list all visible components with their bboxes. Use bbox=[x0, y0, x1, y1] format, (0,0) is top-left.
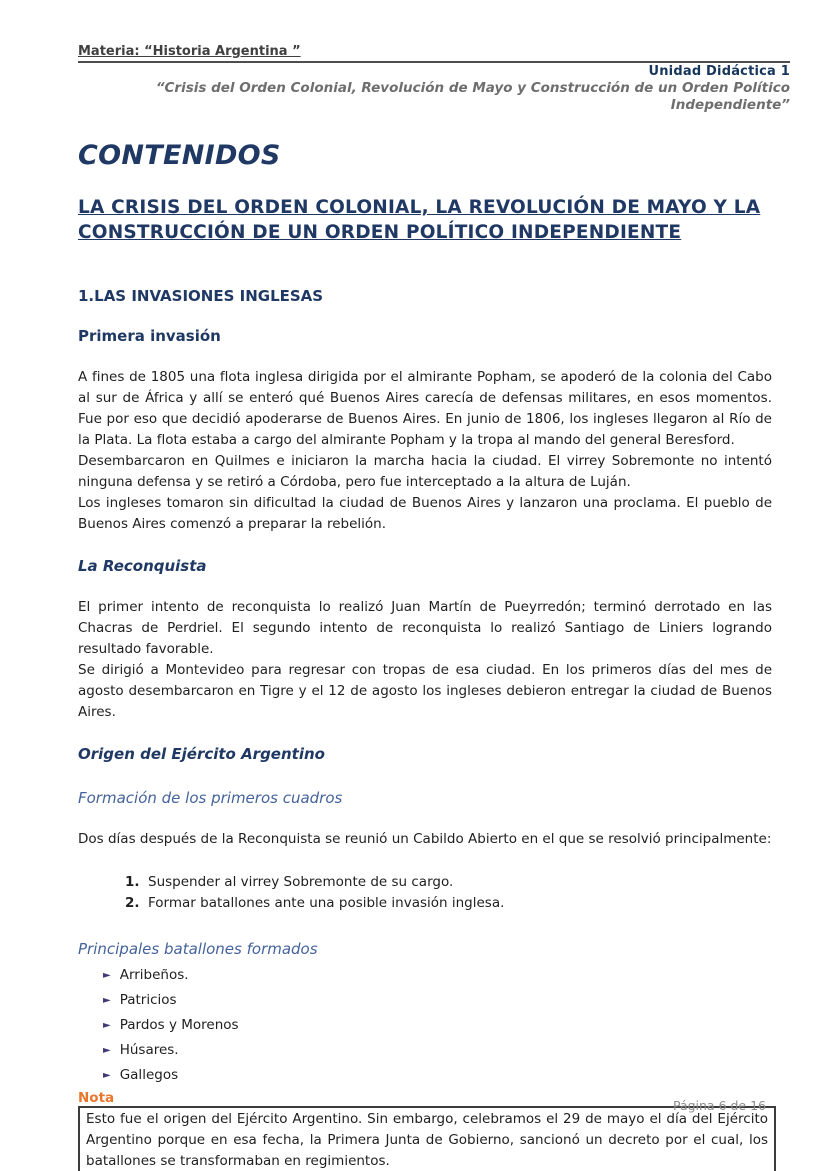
list-item bbox=[78, 1065, 790, 1086]
primera-invasion-paragraphs bbox=[78, 367, 772, 535]
arrow-bullet-icon: ► bbox=[103, 995, 111, 1006]
list-item-number: 2. bbox=[125, 895, 140, 911]
contents-title: CONTENIDOS bbox=[78, 140, 281, 171]
subsection-heading-primera-invasion: Primera invasión bbox=[78, 327, 221, 345]
arrow-bullet-icon: ► bbox=[103, 1070, 111, 1081]
arrow-bullet-icon: ► bbox=[103, 970, 111, 981]
arrow-bullet-icon: ► bbox=[103, 1020, 111, 1031]
list-item bbox=[78, 872, 790, 893]
list-item-text: Formar batallones ante una posible invasión inglesa. bbox=[148, 895, 505, 911]
minor-heading-formacion-cuadros: Formación de los primeros cuadros bbox=[78, 789, 343, 807]
paragraph: El primer intento de reconquista lo realizó Juan Martín de Pueyrredón; terminó derrotado en las Chacras de Perdriel. El segundo intento de reconquista lo realizó Santiago de Liniers logrando resultado favorable. bbox=[78, 599, 772, 657]
list-item-number: 1. bbox=[125, 874, 140, 890]
paragraph: Los ingleses tomaron sin dificultad la ciudad de Buenos Aires y lanzaron una proclama. El pueblo de Buenos Aires comenzó a preparar la rebelión. bbox=[78, 495, 772, 532]
subsection-heading-origen-ejercito: Origen del Ejército Argentino bbox=[78, 745, 325, 763]
paragraph: Dos días después de la Reconquista se reunió un Cabildo Abierto en el que se resolvió principalmente: bbox=[78, 831, 772, 847]
list-item bbox=[78, 1015, 790, 1036]
list-item-text: Arribeños. bbox=[119, 967, 189, 983]
list-item bbox=[78, 965, 790, 986]
arrow-bullet-icon: ► bbox=[103, 1045, 111, 1056]
list-item-text: Patricios bbox=[119, 992, 177, 1008]
header-subtitle: “Crisis del Orden Colonial, Revolución de Mayo y Construcción de un Orden Político Independiente” bbox=[155, 80, 790, 113]
reconquista-paragraphs bbox=[78, 597, 772, 723]
nota-label: Nota bbox=[78, 1090, 115, 1106]
section-heading-invasiones: 1.LAS INVASIONES INGLESAS bbox=[78, 287, 324, 305]
list-item-text: Pardos y Morenos bbox=[119, 1017, 239, 1033]
list-item-text: Gallegos bbox=[119, 1067, 179, 1083]
formacion-intro bbox=[78, 829, 772, 850]
page-header bbox=[78, 40, 790, 114]
paragraph: Desembarcaron en Quilmes e iniciaron la marcha hacia la ciudad. El virrey Sobremonte no intentó ninguna defensa y se retiró a Córdoba, pero fue interceptado a la altura de Luján. bbox=[78, 453, 772, 490]
minor-heading-batallones: Principales batallones formados bbox=[78, 940, 318, 958]
list-item-text: Húsares. bbox=[119, 1042, 179, 1058]
list-item-text: Suspender al virrey Sobremonte de su cargo. bbox=[148, 874, 454, 890]
list-item bbox=[78, 893, 790, 914]
list-item bbox=[78, 990, 790, 1011]
header-unit-label: Unidad Didáctica 1 bbox=[648, 64, 790, 79]
page-content bbox=[78, 40, 790, 1171]
resolutions-ordered-list bbox=[78, 872, 790, 914]
paragraph: Se dirigió a Montevideo para regresar con tropas de esa ciudad. En los primeros días del mes de agosto desembarcaron en Tigre y el 12 de agosto los ingleses debieron entregar la ciudad de Buenos Aires. bbox=[78, 662, 772, 720]
page-number: Página 6 de 16 bbox=[672, 1098, 766, 1113]
header-course-label: Materia: “Historia Argentina ” bbox=[78, 44, 301, 59]
header-rule bbox=[78, 40, 790, 63]
main-heading: LA CRISIS DEL ORDEN COLONIAL, LA REVOLUCIÓN DE MAYO Y LA CONSTRUCCIÓN DE UN ORDEN POLÍTICO INDEPENDIENTE bbox=[78, 197, 761, 243]
battalions-bullet-list bbox=[78, 965, 790, 1086]
list-item bbox=[78, 1040, 790, 1061]
nota-box: Esto fue el origen del Ejército Argentino. Sin embargo, celebramos el 29 de mayo el día del Ejército Argentino porque en esa fecha, la Primera Junta de Gobierno, sancionó un decreto por el cual, los batallones se transformaban en regimientos. bbox=[78, 1106, 776, 1171]
paragraph: A fines de 1805 una flota inglesa dirigida por el almirante Popham, se apoderó de la colonia del Cabo al sur de África y allí se enteró qué Buenos Aires carecía de defensas militares, en esos momentos. Fue por eso que decidió apoderarse de Buenos Aires. En junio de 1806, los ingleses llegaron al Río de la Plata. La flota estaba a cargo del almirante Popham y la tropa al mando del general Beresford. bbox=[78, 369, 772, 448]
subsection-heading-reconquista: La Reconquista bbox=[78, 557, 207, 575]
